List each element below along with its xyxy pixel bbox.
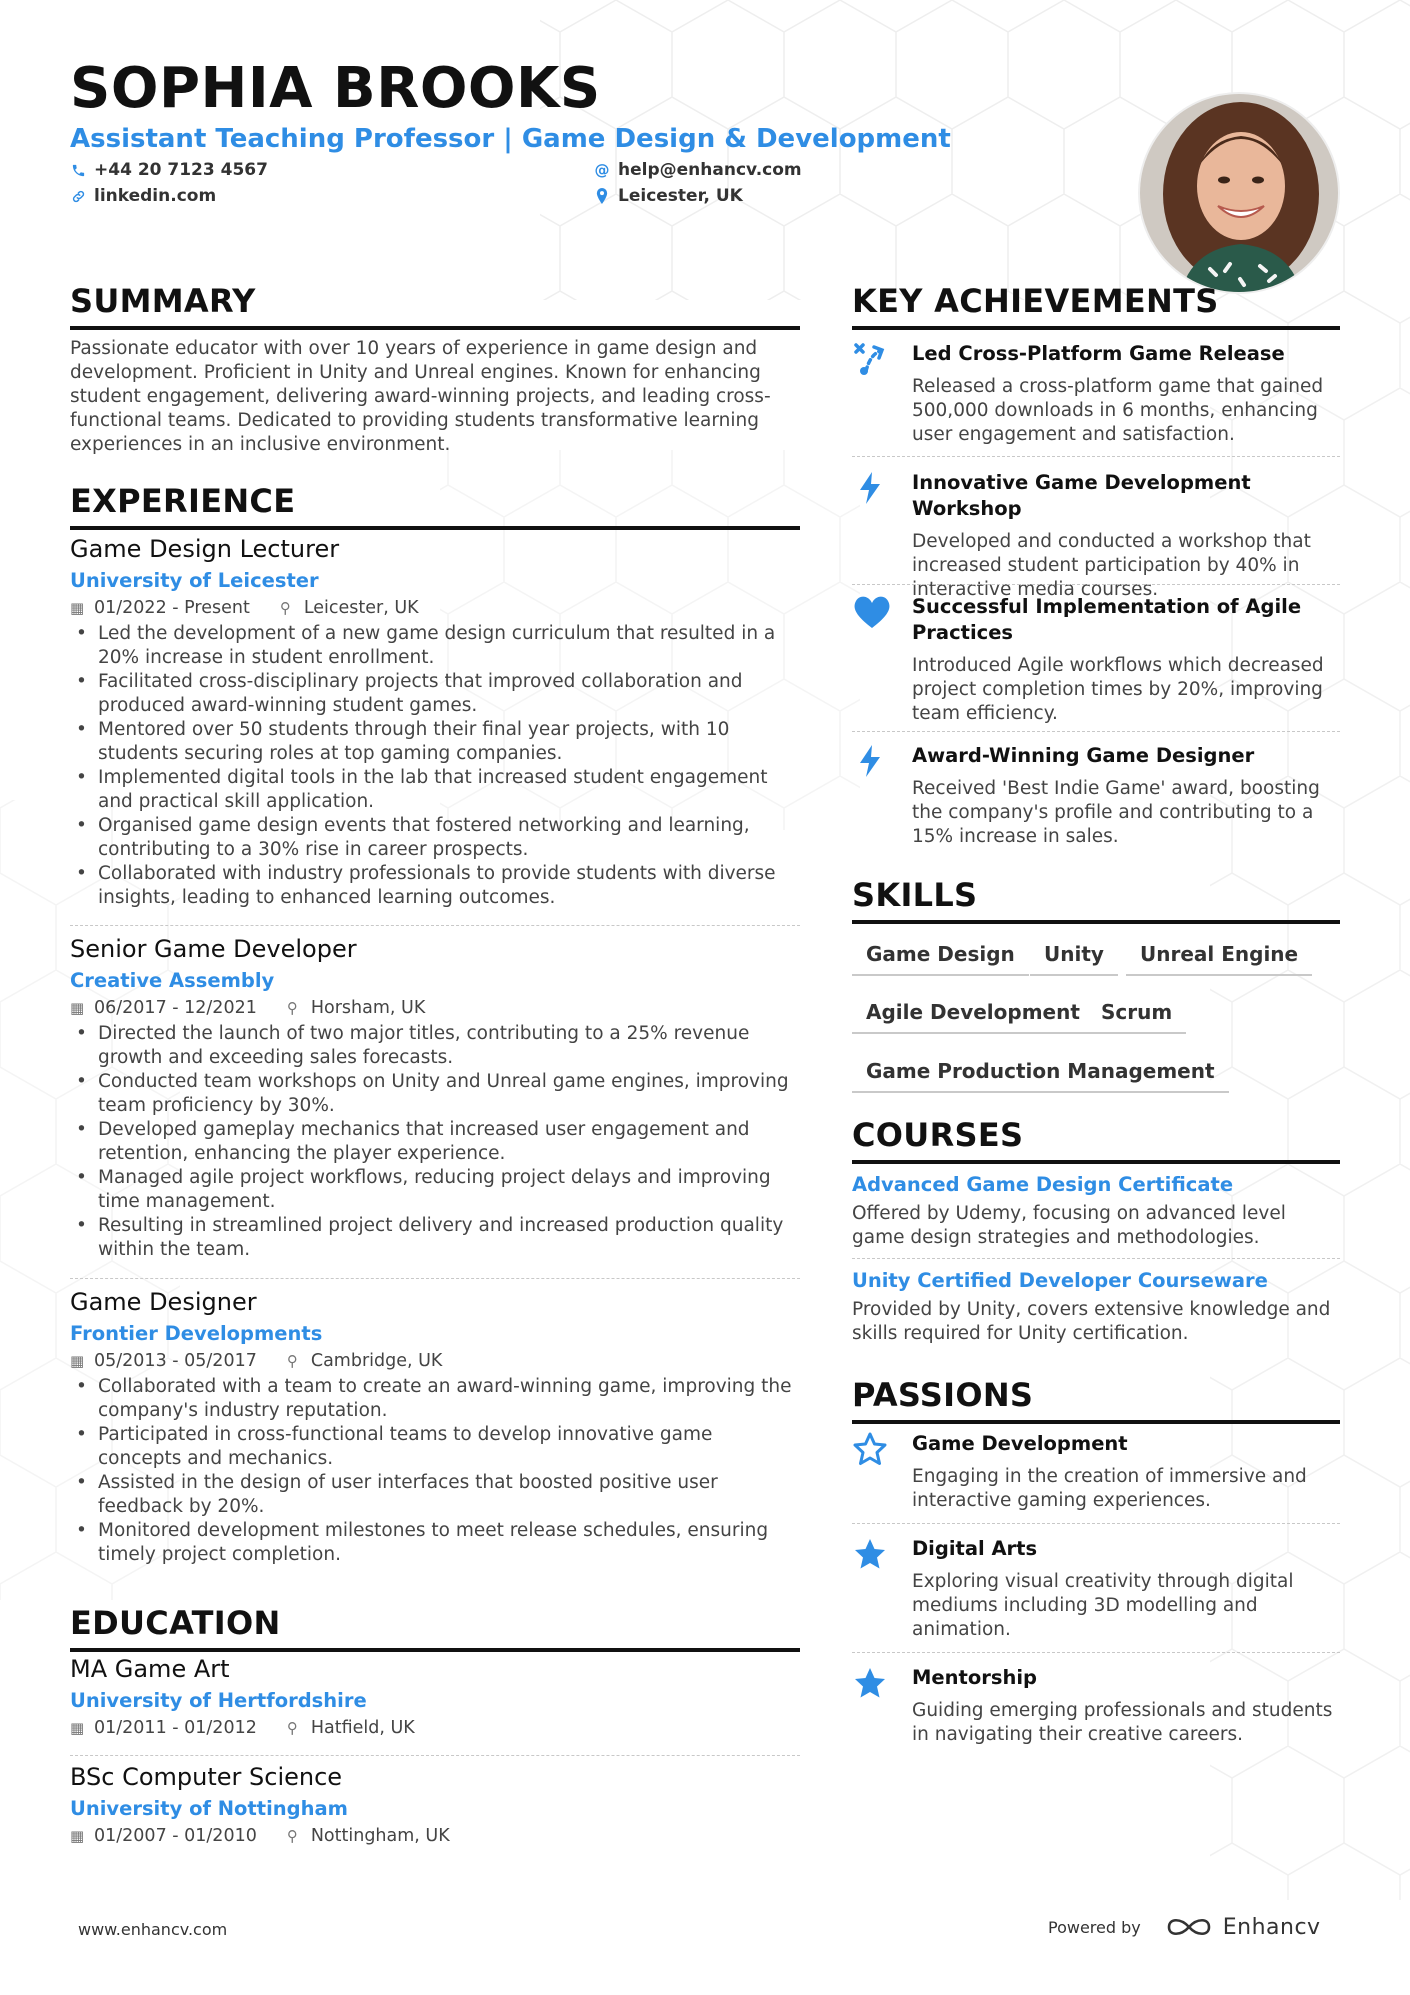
achievement-title: Award-Winning Game Designer bbox=[912, 744, 1255, 767]
bullet-item: • Managed agile project workflows, reducing project delays and improving time management. bbox=[70, 1166, 800, 1214]
bullet-item: • Resulting in streamlined project delivery and increased production quality within the team. bbox=[70, 1214, 800, 1262]
star-icon bbox=[852, 1665, 892, 1705]
bullet-item: • Directed the launch of two major titles, contributing to a 25% revenue growth and exceeding sales forecasts. bbox=[70, 1022, 800, 1070]
location-pin-icon: ⚲ bbox=[286, 1719, 298, 1737]
course-description: Offered by Udemy, focusing on advanced level game design strategies and methodologies. bbox=[852, 1203, 1286, 1248]
lightning-icon bbox=[852, 470, 892, 510]
lightning-icon bbox=[852, 743, 892, 783]
link-icon bbox=[70, 188, 86, 204]
email-contact[interactable] bbox=[594, 160, 802, 180]
location-pin-icon: ⚲ bbox=[286, 1827, 298, 1845]
education-entry bbox=[70, 1763, 800, 1850]
achievement-item bbox=[852, 743, 1340, 849]
course-title[interactable]: Advanced Game Design Certificate bbox=[852, 1173, 1234, 1196]
passions-heading: PASSIONS bbox=[852, 1376, 1340, 1424]
strategy-icon bbox=[852, 341, 892, 381]
brand-logo bbox=[1165, 1914, 1321, 1940]
job-bullets bbox=[70, 622, 800, 910]
passion-title: Game Development bbox=[912, 1432, 1128, 1455]
passion-title: Digital Arts bbox=[912, 1537, 1038, 1560]
divider bbox=[70, 1278, 800, 1279]
star-outline-icon bbox=[852, 1431, 892, 1471]
heart-icon bbox=[852, 594, 892, 634]
job-company[interactable]: Frontier Developments bbox=[70, 1322, 323, 1345]
location-pin-icon: ⚲ bbox=[279, 599, 291, 617]
phone-contact[interactable] bbox=[70, 160, 268, 180]
email-text: help@enhancv.com bbox=[618, 160, 802, 180]
job-dates: ▦ 01/2022 - Present bbox=[70, 598, 250, 618]
skill-tag: Unity bbox=[1030, 942, 1118, 976]
job-entry bbox=[70, 935, 800, 1262]
passion-description: Exploring visual creativity through digital mediums including 3D modelling and animation. bbox=[912, 1571, 1294, 1640]
passion-title: Mentorship bbox=[912, 1666, 1037, 1689]
location-text: Leicester, UK bbox=[618, 186, 743, 206]
divider bbox=[852, 731, 1340, 732]
achievement-title: Led Cross-Platform Game Release bbox=[912, 342, 1285, 365]
candidate-name: SOPHIA BROOKS bbox=[70, 56, 601, 121]
job-title: Game Design Lecturer bbox=[70, 535, 340, 563]
skill-tag: Unreal Engine bbox=[1126, 942, 1312, 976]
experience-heading: EXPERIENCE bbox=[70, 482, 800, 530]
bullet-item: • Implemented digital tools in the lab that increased student engagement and practical skill application. bbox=[70, 766, 800, 814]
phone-icon bbox=[70, 162, 86, 178]
job-location: ⚲ Leicester, UK bbox=[279, 598, 419, 618]
achievement-description: Released a cross-platform game that gained 500,000 downloads in 6 months, enhancing user engagement and satisfaction. bbox=[912, 376, 1324, 445]
divider bbox=[70, 1755, 800, 1756]
divider bbox=[70, 925, 800, 926]
course-title[interactable]: Unity Certified Developer Courseware bbox=[852, 1269, 1268, 1292]
job-entry bbox=[70, 535, 800, 910]
bullet-item: • Led the development of a new game design curriculum that resulted in a 20% increase in student enrollment. bbox=[70, 622, 800, 670]
linkedin-contact[interactable] bbox=[70, 186, 216, 206]
divider bbox=[852, 584, 1340, 585]
course-description: Provided by Unity, covers extensive knowledge and skills required for Unity certification. bbox=[852, 1299, 1331, 1344]
skill-tag: Agile Development bbox=[852, 1000, 1094, 1034]
school-name[interactable]: University of Nottingham bbox=[70, 1797, 348, 1820]
job-entry bbox=[70, 1288, 800, 1567]
achievement-description: Introduced Agile workflows which decreased project completion times by 20%, improving team efficiency. bbox=[912, 655, 1324, 724]
education-dates: ▦ 01/2007 - 01/2010 bbox=[70, 1826, 257, 1846]
education-dates: ▦ 01/2011 - 01/2012 bbox=[70, 1718, 257, 1738]
calendar-icon: ▦ bbox=[70, 599, 85, 617]
star-icon bbox=[852, 1536, 892, 1576]
bullet-item: • Collaborated with industry professionals to provide students with diverse insights, leading to enhanced learning outcomes. bbox=[70, 862, 800, 910]
divider bbox=[852, 1652, 1340, 1653]
education-heading: EDUCATION bbox=[70, 1604, 800, 1652]
education-entry bbox=[70, 1655, 800, 1742]
enhancv-logo-icon bbox=[1165, 1914, 1213, 1940]
job-location: ⚲ Cambridge, UK bbox=[286, 1351, 443, 1371]
profile-photo bbox=[1138, 92, 1340, 294]
bullet-item: • Monitored development milestones to meet release schedules, ensuring timely project completion. bbox=[70, 1519, 800, 1567]
job-company[interactable]: Creative Assembly bbox=[70, 969, 275, 992]
degree-title: MA Game Art bbox=[70, 1655, 230, 1683]
education-location: ⚲ Nottingham, UK bbox=[286, 1826, 450, 1846]
achievement-item bbox=[852, 341, 1340, 447]
location-contact bbox=[594, 186, 743, 206]
skills-heading: SKILLS bbox=[852, 876, 1340, 924]
location-pin-icon: ⚲ bbox=[286, 1352, 298, 1370]
bullet-item: • Assisted in the design of user interfaces that boosted positive user feedback by 20%. bbox=[70, 1471, 800, 1519]
calendar-icon: ▦ bbox=[70, 1827, 85, 1845]
job-bullets bbox=[70, 1375, 800, 1567]
job-bullets bbox=[70, 1022, 800, 1262]
bullet-item: • Organised game design events that fostered networking and learning, contributing to a 30% rise in career prospects. bbox=[70, 814, 800, 862]
passion-item bbox=[852, 1536, 1340, 1642]
achievement-title: Successful Implementation of Agile Practices bbox=[912, 595, 1302, 644]
education-location: ⚲ Hatfield, UK bbox=[286, 1718, 415, 1738]
passion-description: Guiding emerging professionals and students in navigating their creative careers. bbox=[912, 1700, 1333, 1745]
passion-item bbox=[852, 1665, 1340, 1747]
achievement-description: Received 'Best Indie Game' award, boosting the company's profile and contributing to a 15% increase in sales. bbox=[912, 778, 1320, 847]
powered-by-label: Powered by bbox=[1048, 1917, 1141, 1937]
achievement-item bbox=[852, 594, 1340, 726]
location-pin-icon: ⚲ bbox=[286, 999, 298, 1017]
bullet-item: • Participated in cross-functional teams to develop innovative game concepts and mechanics. bbox=[70, 1423, 800, 1471]
skill-tag: Scrum bbox=[1087, 1000, 1186, 1034]
job-dates: ▦ 05/2013 - 05/2017 bbox=[70, 1351, 257, 1371]
achievement-item bbox=[852, 470, 1340, 602]
achievement-title: Innovative Game Development Workshop bbox=[912, 471, 1251, 520]
bullet-item: • Mentored over 50 students through their final year projects, with 10 students securing roles at top gaming companies. bbox=[70, 718, 800, 766]
bullet-item: • Collaborated with a team to create an award-winning game, improving the company's industry reputation. bbox=[70, 1375, 800, 1423]
calendar-icon: ▦ bbox=[70, 1352, 85, 1370]
divider bbox=[852, 1258, 1340, 1259]
job-company[interactable]: University of Leicester bbox=[70, 569, 319, 592]
course-item bbox=[852, 1173, 1340, 1250]
footer-branding[interactable] bbox=[1048, 1914, 1321, 1940]
job-title: Senior Game Developer bbox=[70, 935, 357, 963]
skill-tag: Game Design bbox=[852, 942, 1029, 976]
brand-name: Enhancv bbox=[1222, 1914, 1321, 1940]
course-item bbox=[852, 1269, 1340, 1346]
divider bbox=[852, 1523, 1340, 1524]
linkedin-text: linkedin.com bbox=[94, 186, 217, 206]
skill-tag: Game Production Management bbox=[852, 1059, 1229, 1093]
divider bbox=[852, 456, 1340, 457]
achievements-heading: KEY ACHIEVEMENTS bbox=[852, 282, 1340, 330]
bullet-item: • Conducted team workshops on Unity and Unreal game engines, improving team proficiency by 30%. bbox=[70, 1070, 800, 1118]
passion-description: Engaging in the creation of immersive and interactive gaming experiences. bbox=[912, 1466, 1307, 1511]
calendar-icon: ▦ bbox=[70, 1719, 85, 1737]
phone-text: +44 20 7123 4567 bbox=[94, 160, 268, 180]
job-dates: ▦ 06/2017 - 12/2021 bbox=[70, 998, 257, 1018]
job-location: ⚲ Horsham, UK bbox=[286, 998, 426, 1018]
location-pin-icon bbox=[594, 188, 610, 204]
summary-text: Passionate educator with over 10 years of experience in game design and development. Proficient in Unity and Unreal engines. Known for enhancing student engagement, delivering award-winning projects, and leading cross-functional teams. Dedicated to providing students transformative learning experiences in an inclusive environment. bbox=[70, 338, 771, 455]
degree-title: BSc Computer Science bbox=[70, 1763, 343, 1791]
summary-heading: SUMMARY bbox=[70, 282, 800, 330]
job-title: Game Designer bbox=[70, 1288, 257, 1316]
candidate-headline: Assistant Teaching Professor | Game Design & Development bbox=[70, 124, 951, 154]
courses-heading: COURSES bbox=[852, 1116, 1340, 1164]
school-name[interactable]: University of Hertfordshire bbox=[70, 1689, 367, 1712]
at-icon: @ bbox=[594, 161, 610, 179]
bullet-item: • Developed gameplay mechanics that increased user engagement and retention, enhancing the player experience. bbox=[70, 1118, 800, 1166]
bullet-item: • Facilitated cross-disciplinary projects that improved collaboration and produced award-winning student games. bbox=[70, 670, 800, 718]
achievement-description: Developed and conducted a workshop that increased student participation by 40% in interactive media courses. bbox=[912, 531, 1311, 600]
passion-item bbox=[852, 1431, 1340, 1513]
footer-website-link[interactable]: www.enhancv.com bbox=[78, 1920, 228, 1939]
calendar-icon: ▦ bbox=[70, 999, 85, 1017]
